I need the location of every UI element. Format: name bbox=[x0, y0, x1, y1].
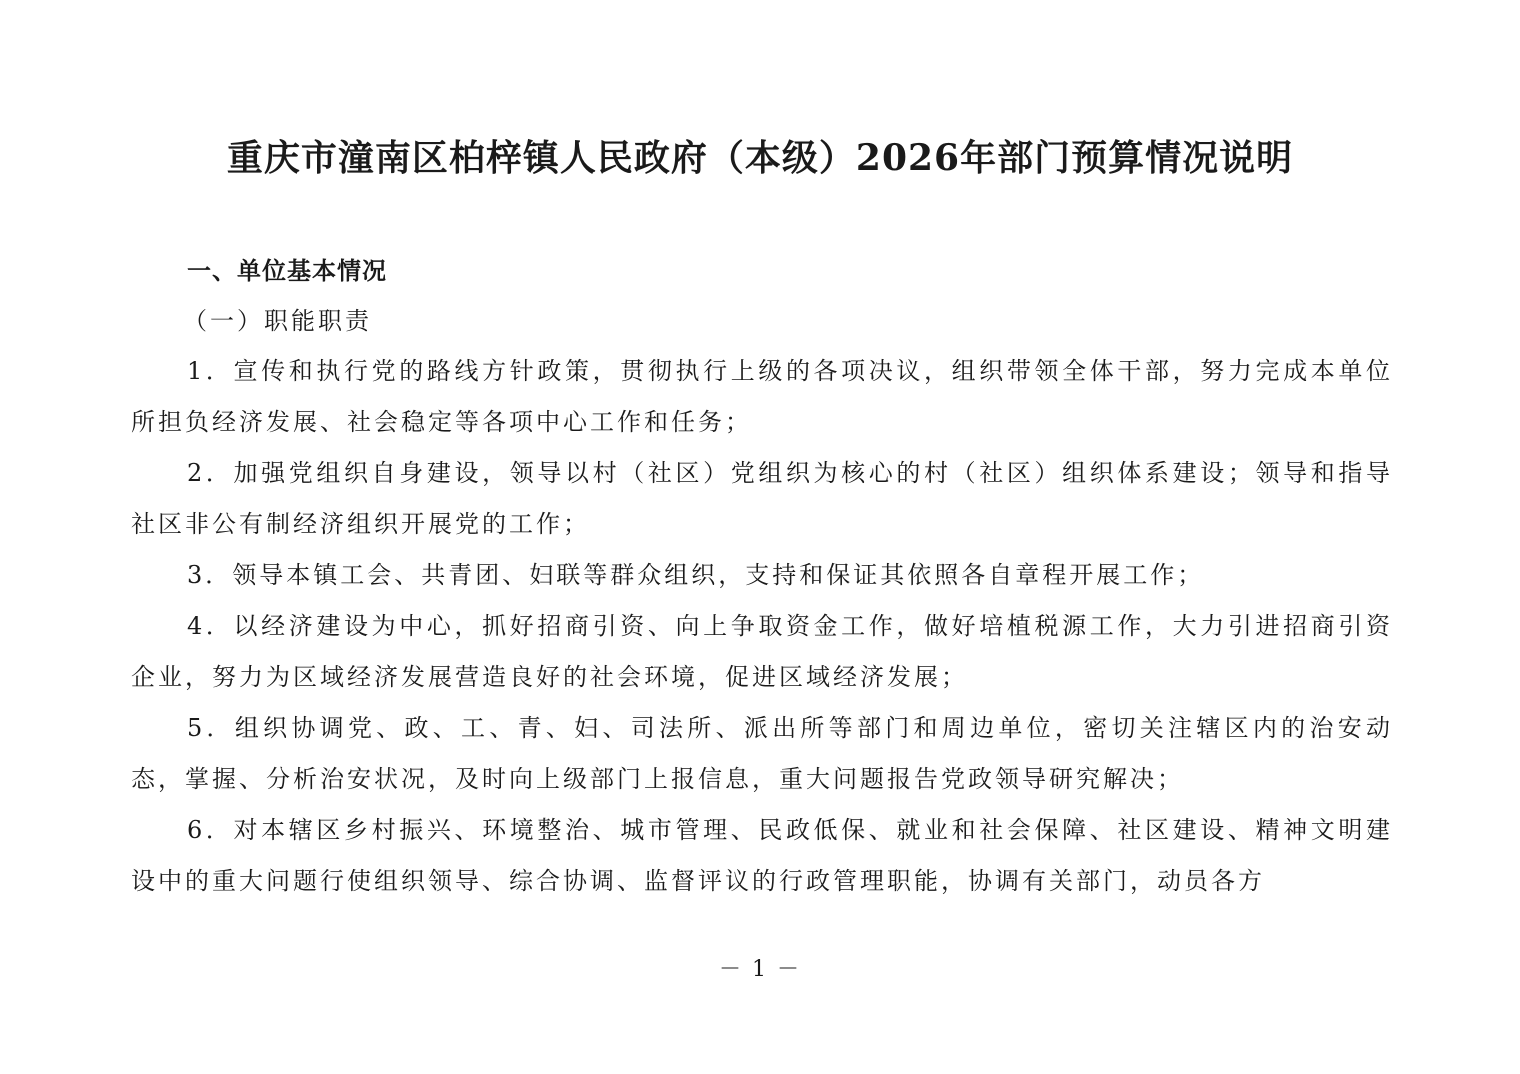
paragraph-2: 2．加强党组织自身建设，领导以村（社区）党组织为核心的村（社区）组织体系建设；领导和指导社区非公有制经济组织开展党的工作； bbox=[131, 459, 1393, 538]
document-body bbox=[131, 246, 1393, 907]
subsection-heading: （一）职能职责 bbox=[183, 307, 372, 335]
section-heading: 一、单位基本情况 bbox=[187, 257, 387, 285]
paragraph-3: 3．领导本镇工会、共青团、妇联等群众组织，支持和保证其依照各自章程开展工作； bbox=[187, 561, 1205, 589]
paragraph-6: 6．对本辖区乡村振兴、环境整治、城市管理、民政低保、就业和社会保障、社区建设、精神文明建设中的重大问题行使组织领导、综合协调、监督评议的行政管理职能，协调有关部门，动员各方 bbox=[131, 816, 1393, 895]
paragraph-1: 1．宣传和执行党的路线方针政策，贯彻执行上级的各项决议，组织带领全体干部，努力完成本单位所担负经济发展、社会稳定等各项中心工作和任务； bbox=[131, 357, 1393, 436]
paragraph-5: 5．组织协调党、政、工、青、妇、司法所、派出所等部门和周边单位，密切关注辖区内的治安动态，掌握、分析治安状况，及时向上级部门上报信息，重大问题报告党政领导研究解决； bbox=[131, 714, 1393, 793]
document-title: 重庆市潼南区柏梓镇人民政府（本级）2026年部门预算情况说明 bbox=[226, 137, 1294, 179]
paragraph-4: 4．以经济建设为中心，抓好招商引资、向上争取资金工作，做好培植税源工作，大力引进招商引资企业，努力为区域经济发展营造良好的社会环境，促进区域经济发展； bbox=[131, 612, 1393, 691]
page-number: － 1 － bbox=[719, 957, 801, 982]
